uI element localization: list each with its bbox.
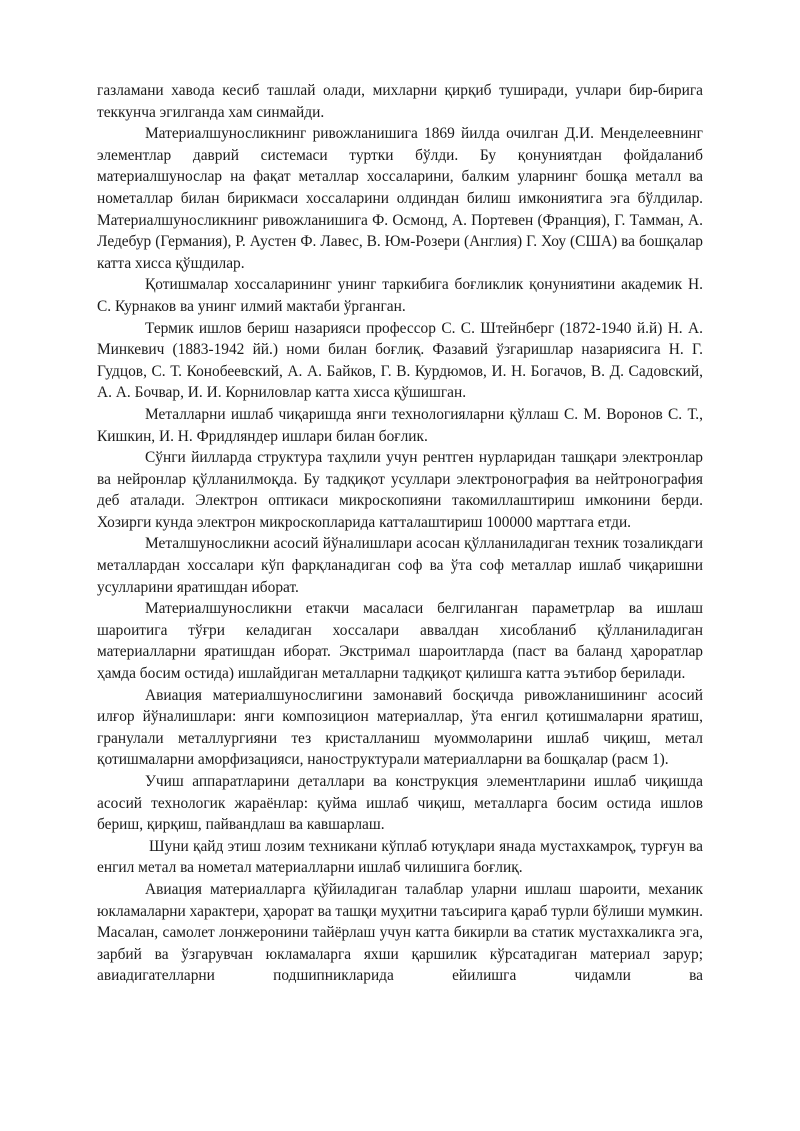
paragraph-new-technologies: Металларни ишлаб чиқаришда янги технологияларни қўллаш С. М. Воронов С. Т., Кишкин, И. Н. Фридляндер ишлари билан боғлик. (97, 405, 703, 445)
paragraph-aviation-requirements: Авиация материалларга қўйиладиган талаблар уларни ишлаш шароити, механик юкламаларни характери, ҳарорат ва ташқи муҳитни таъсирига қараб турли бўлиши мумкин. Масалан, самолет лонжеронини тайёрлаш учун катта бикирли ва статик мустахкаликга эга, зарбий ва ўзгарувчан юкламаларга яхши қаршилик кўрсатадиган материал зарур; авиадигателларни подшипникларида ейилишга чидамли ва (97, 880, 703, 985)
paragraph-mendeleev: Материалшуносликнинг ривожланишига 1869 йилда очилган Д.И. Менделеевнинг элементлар даврий системаси туртки бўлди. Бу қонуниятдан фойдаланиб материалшунослар на фақат металлар хоссаларини, балким уларнинг бошқа металл ва нометаллар билан бирикмаси хоссаларини олдиндан билиш имкониятига эга бўлдилар. Материалшуносликнинг ривожланишига Ф. Осмонд, А. Портевен (Франция), Г. Тамман, А. Ледебур (Германия), Р. Аустен Ф. Лавес, В. Юм-Розери (Англия) Г. Хоу (США) ва бошқалар катта хисса қўшдилар. (97, 125, 703, 272)
paragraph-heat-treatment: Термик ишлов бериш назарияси профессор С. С. Штейнберг (1872-1940 й.й) Н. А. Минкевич (1883-1942 йй.) номи билан боғлиқ. Фазавий ўзгаришлар назариясига Н. Г. Гудцов, С. Т. Конобеевский, А. А. Байков, Г. В. Курдюмов, И. Н. Богачов, В. Д. Садовский, А. А. Бочвар, И. И. Корниловлар катта хисса қўшишган. (97, 319, 703, 402)
paragraph-achievements: Шуни қайд этиш лозим техникани кўплаб ютуқлари янада мустахкамроқ, турғун ва енгил метал ва нометал материалларни ишлаб чилишига боғлиқ. (97, 837, 703, 877)
paragraph-main-directions: Металшуносликни асосий йўналишлари асосан қўлланиладиган техник тозаликдаги металлардан хоссалари кўп фарқланадиган соф ва ўта соф металлар ишлаб чиқаришни усулларини яратишдан иборат. (97, 535, 703, 596)
document-page (97, 80, 703, 987)
paragraph-flight-apparatus: Учиш аппаратларини деталлари ва конструкция элементларини ишлаб чиқишда асосий технологик жараёнлар: қуйма ишлаб чиқиш, металларга босим остида ишлов бериш, қирқиш, пайвандлаш ва кавшарлаш. (97, 773, 703, 834)
paragraph-aviation-directions: Авиация материалшунослигини замонавий босқичда ривожланишининг асосий илғор йўналишлари: янги композицион материаллар, ўта енгил қотишмаларни яратиш, гранулали металлургияни тез кристалланиш муоммоларини ишлаб чиқиш, метал қотишмаларни аморфизацияси, наноструктурали материалларни ва бошқалар (расм 1). (97, 686, 703, 769)
paragraph-structure-analysis: Сўнги йилларда структура таҳлили учун рентген нурларидан ташқари электронлар ва нейронлар қўлланилмоқда. Бу тадқиқот усуллари электронография ва нейтронография деб аталади. Электрон оптикаси микроскопияни такомиллаштириш имконини берди. Хозирги кунда электрон микроскопларида катталаштириш 100000 марттага етди. (97, 449, 703, 531)
paragraph-intro-continuation: газламани хавода кесиб ташлай олади, михларни қирқиб туширади, учлари бир-бирига теккунча эгилганда хам синмайди. (97, 82, 703, 121)
paragraph-leading-task: Материалшуносликни етакчи масаласи белгиланган параметрлар ва ишлаш шароитига тўғри келадиган хоссалари аввалдан хисобланиб қўлланиладиган материалларни яратишдан иборат. Экстримал шароитларда (паст ва баланд ҳароратлар ҳамда босим остида) ишлайдиган металларни тадқиқот қилишга катта эътибор берилади. (97, 600, 703, 683)
paragraph-kurnakov: Қотишмалар хоссаларининг унинг таркибига боғликлик қонуниятини академик Н. С. Курнаков ва унинг илмий мактаби ўрганган. (97, 276, 703, 315)
